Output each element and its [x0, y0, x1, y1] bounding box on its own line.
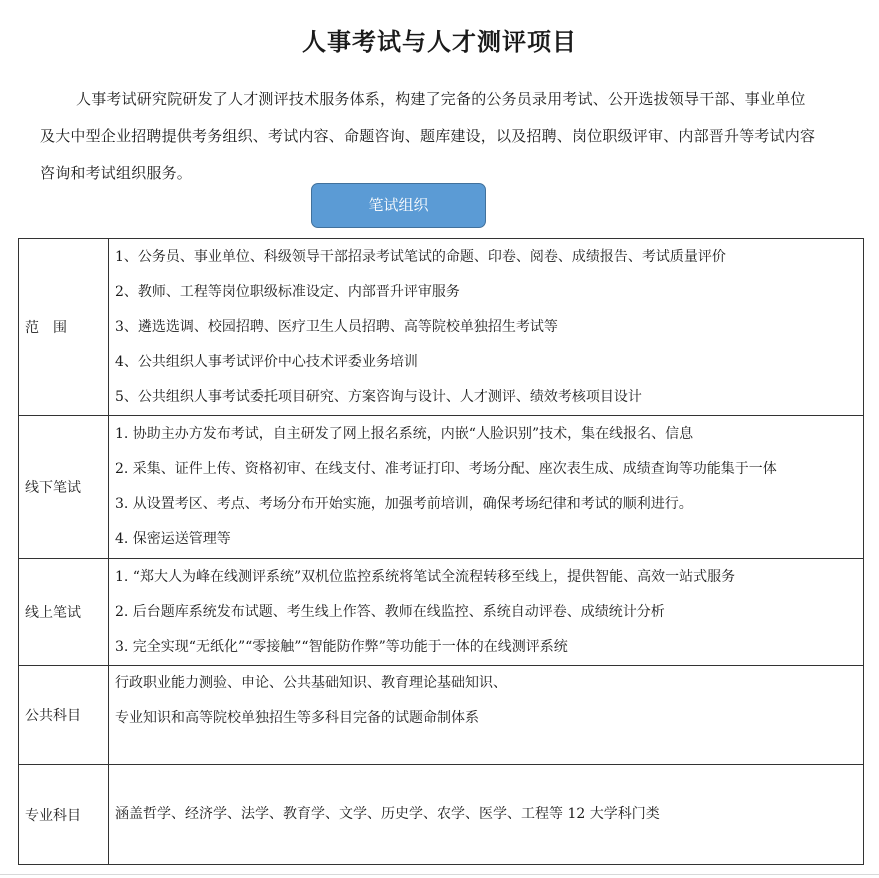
- table-row-online: [19, 559, 864, 666]
- row-content-offline: [109, 416, 864, 559]
- list-item: 4、公共组织人事考试评价中心技术评委业务培训: [115, 353, 418, 370]
- page-title: 人事考试与人才测评项目: [302, 28, 577, 56]
- list-item: 专业知识和高等院校单独招生等多科目完备的试题命制体系: [115, 710, 479, 726]
- table-row-public-subjects: [19, 666, 864, 765]
- row-label-professional-subjects: [19, 765, 109, 865]
- row-label-offline: [19, 416, 109, 559]
- list-item: 3、遴选选调、校园招聘、医疗卫生人员招聘、高等院校单独招生考试等: [115, 318, 558, 335]
- list-item: 1. 协助主办方发布考试，自主研发了网上报名系统，内嵌“人脸识别”技术，集在线报名、信息: [115, 426, 694, 442]
- row-label-public-subjects: [19, 666, 109, 765]
- list-item: 涵盖哲学、经济学、法学、教育学、文学、历史学、农学、医学、工程等 12 大学科门类: [115, 806, 660, 822]
- table-row-offline: [19, 416, 864, 559]
- intro-paragraph: 人事考试研究院研发了人才测评技术服务体系，构建了完备的公务员录用考试、公开选拔领导干部、事业单位及大中型企业招聘提供考务组织、考试内容、命题咨询、题库建设，以及招聘、岗位职级评审、内部晋升等考试内容咨询和考试组织服务。: [40, 90, 816, 182]
- row-label-online: [19, 559, 109, 666]
- list-item: 2. 后台题库系统发布试题、考生线上作答、教师在线监控、系统自动评卷、成绩统计分析: [115, 603, 665, 620]
- list-item: 1. “郑大人为峰在线测评系统”双机位监控系统将笔试全流程转移至线上，提供智能、高效一站式服务: [115, 568, 736, 585]
- bottom-divider: [0, 874, 879, 875]
- row-label-scope: [19, 239, 109, 416]
- row-content-online: [109, 559, 864, 666]
- table-row-scope: [19, 239, 864, 416]
- list-item: 4. 保密运送管理等: [115, 531, 231, 547]
- row-content-scope: [109, 239, 864, 416]
- list-item: 行政职业能力测验、申论、公共基础知识、教育理论基础知识、: [115, 675, 507, 691]
- table-row-professional-subjects: [19, 765, 864, 865]
- row-label-text: 专业科目: [25, 807, 81, 824]
- written-exam-tag: 笔试组织: [311, 183, 486, 228]
- list-item: 1、公务员、事业单位、科级领导干部招录考试笔试的命题、印卷、阅卷、成绩报告、考试质量评价: [115, 248, 726, 265]
- list-item: 3. 完全实现“无纸化”“零接触”“智能防作弊”等功能于一体的在线测评系统: [115, 638, 568, 655]
- row-label-text: 线下笔试: [25, 480, 81, 496]
- row-label-text: 公共科目: [25, 708, 81, 724]
- row-label-text: 范 围: [25, 320, 67, 336]
- list-item: 3. 从设置考区、考点、考场分布开始实施，加强考前培训，确保考场纪律和考试的顺利进行。: [115, 496, 693, 512]
- list-item: 2、教师、工程等岗位职级标准设定、内部晋升评审服务: [115, 283, 460, 300]
- row-content-public-subjects: [109, 666, 864, 765]
- services-table: [18, 238, 864, 865]
- row-content-professional-subjects: [109, 765, 864, 865]
- row-label-text: 线上笔试: [25, 605, 81, 621]
- list-item: 2. 采集、证件上传、资格初审、在线支付、准考证打印、考场分配、座次表生成、成绩查询等功能集于一体: [115, 461, 777, 477]
- list-item: 5、公共组织人事考试委托项目研究、方案咨询与设计、人才测评、绩效考核项目设计: [115, 388, 642, 405]
